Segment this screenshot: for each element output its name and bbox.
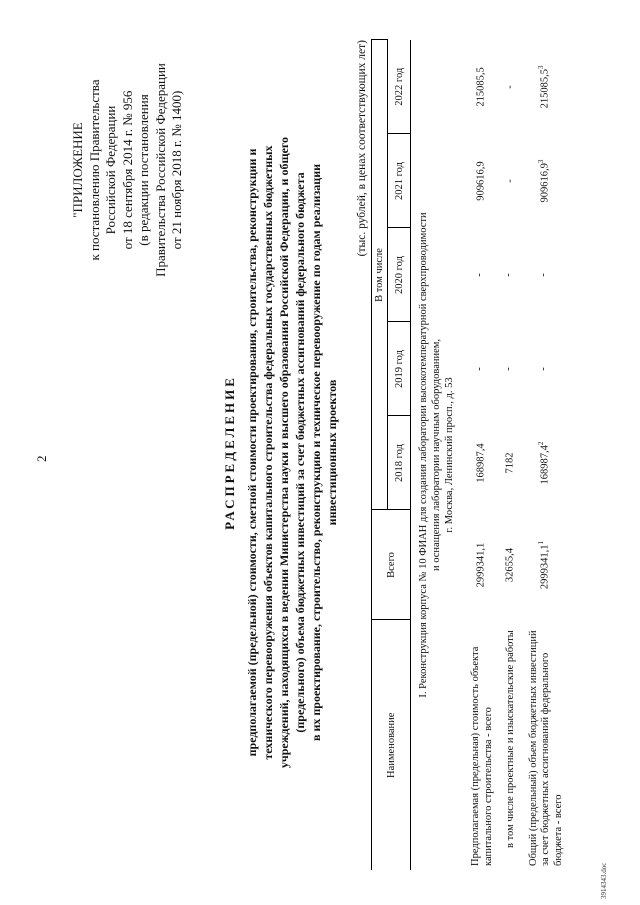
appendix-line: Российской Федерации [103, 105, 118, 235]
section-line: г. Москва, Ленинский просп., д. 53 [444, 377, 455, 533]
header-year: 2020 год [388, 228, 411, 322]
header-total: Всего [372, 510, 411, 620]
row-name: в том числе проектные и изыскательские работы [505, 630, 516, 848]
section-line: и оснащения лаборатории научным оборудованием, [431, 338, 442, 572]
subtitle-line: инвестиционных проектов [325, 379, 339, 526]
row-2019: - [537, 367, 549, 371]
document-id: 3914343.doc [600, 862, 608, 899]
row-2021: 909616,9 [475, 161, 487, 201]
row-name: Предполагаемая (предельная) стоимость объекта капитального строительства - всего [470, 646, 494, 866]
distribution-table [371, 39, 567, 870]
table-row [497, 40, 520, 870]
header-year: 2021 год [388, 134, 411, 228]
row-total: 2999341,1 [475, 542, 487, 588]
subtitle-line: учреждений, находящихся в ведении Министерства науки и высшего образования Российской Федерации, и общего [277, 136, 291, 769]
section-row [411, 40, 463, 870]
appendix-line: Правительства Российской Федерации [152, 63, 168, 277]
subtitle-line: предполагаемой (предельной) стоимости, сметной стоимости проектирования, строительства, реконструкции и [245, 148, 259, 757]
header-year: 2019 год [388, 322, 411, 416]
row-2021: - [504, 179, 515, 183]
row-2019: - [502, 367, 514, 371]
table-row [462, 40, 497, 870]
header-year: 2018 год [388, 416, 411, 510]
table-row [520, 40, 568, 870]
subtitle-line: технического перевооружения объектов капитального строительства федеральных государственных бюджетных [261, 145, 275, 760]
row-name: Общий (предельный) объем бюджетных инвестиций за счет бюджетных ассигнований федерального бюджета - всего [527, 630, 564, 866]
header-year: 2022 год [388, 40, 411, 134]
page-number: 2 [34, 455, 49, 462]
row-2018: 7182 [504, 452, 515, 474]
row-2022: 215085,5$^3$ [536, 65, 550, 109]
row-total: 2999341,1$^1$ [536, 540, 550, 590]
row-2020: - [502, 273, 514, 277]
document-subtitle [244, 110, 340, 795]
document-title: РАСПРЕДЕЛЕНИЕ [222, 375, 237, 530]
subtitle-line: (предельного) объема бюджетных инвестиций за счет бюджетных ассигнований федерального бюджета [293, 172, 307, 733]
header-name: Наименование [372, 620, 411, 870]
header-row-1 [372, 40, 388, 870]
row-2019: - [474, 367, 485, 371]
appendix-block [70, 40, 186, 300]
appendix-line: (в редакции постановления [136, 94, 151, 246]
appendix-line: к постановлению Правительства [86, 79, 102, 261]
row-2018: 168987,4 [475, 443, 487, 483]
row-total: 32655,4 [504, 547, 515, 583]
appendix-line: от 18 сентября 2014 г. № 956 [119, 90, 135, 250]
appendix-line: от 21 ноября 2018 г. № 1400) [169, 90, 184, 250]
row-2022: 215085,5 [475, 67, 487, 107]
row-2022: - [504, 85, 515, 89]
row-2020: - [537, 273, 549, 277]
row-2021: 909616,9$^3$ [536, 159, 550, 203]
header-group: В том числе [372, 40, 388, 510]
row-2018: 168987,4$^2$ [536, 441, 550, 485]
section-title [411, 40, 463, 870]
units-note: (тыс. рублей, в ценах соответствующих лет) [356, 40, 368, 257]
row-2020: - [474, 273, 485, 277]
subtitle-line: в их проектирование, строительство, реконструкцию и техническое перевооружение по годам реализации [309, 163, 323, 742]
appendix-line: "ПРИЛОЖЕНИЕ [70, 122, 85, 218]
section-line: I. Реконструкция корпуса № 10 ФИАН для создания лаборатории высокотемпературной сверхпроводимости [418, 212, 429, 698]
